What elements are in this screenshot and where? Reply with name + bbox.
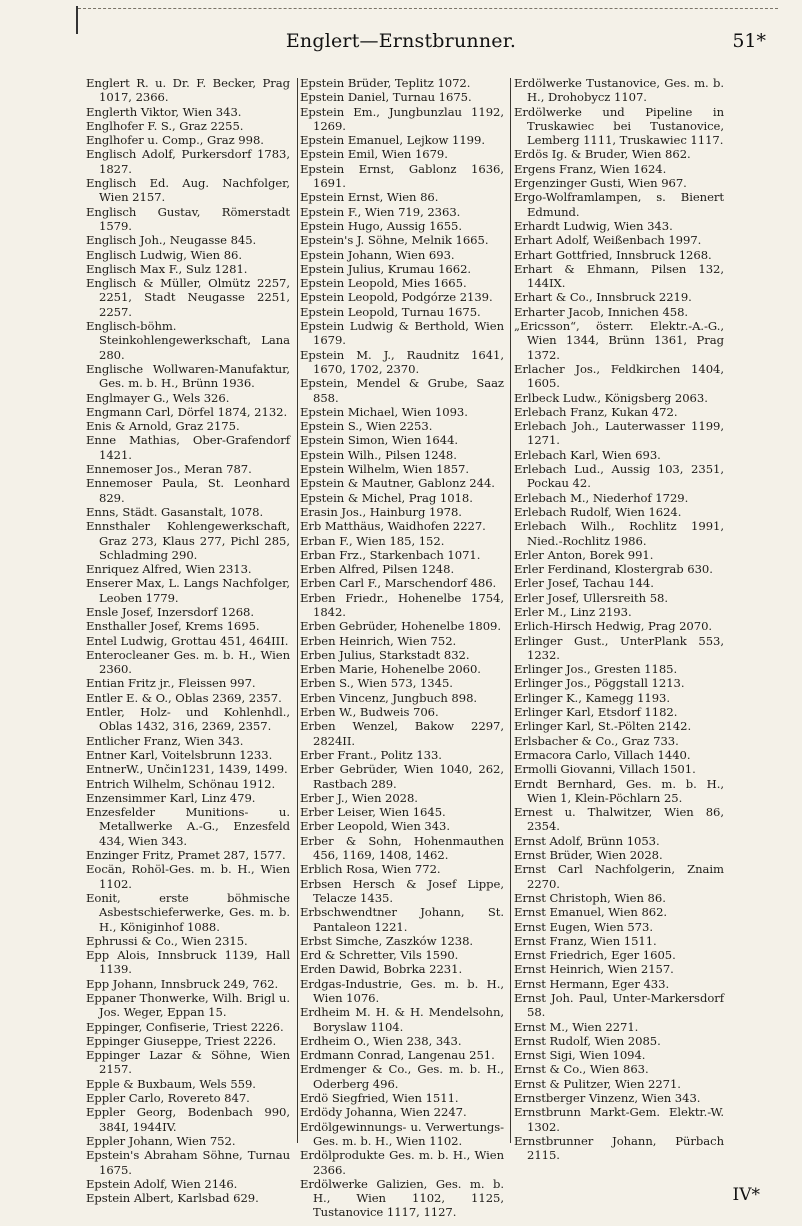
directory-entry: Erben Alfred, Pilsen 1248. bbox=[300, 562, 455, 577]
directory-entry: Erd & Schretter, Vils 1590. bbox=[300, 948, 459, 963]
directory-entry: „Ericsson“, österr. Elektr.-A.-G., Wien 1344, Brünn 1361, Prag 1372. bbox=[514, 319, 724, 362]
top-rule bbox=[78, 8, 778, 9]
directory-entry: Ennsthaler Kohlengewerkschaft, Graz 273, Klaus 277, Pichl 285, Schladming 290. bbox=[86, 519, 290, 562]
directory-entry: Erlebach Wilh., Rochlitz 1991, Nied.-Rochlitz 1986. bbox=[514, 519, 724, 548]
directory-entry: Englisch & Müller, Olmütz 2257, 2251, Stadt Neugasse 2251, 2257. bbox=[86, 276, 290, 319]
directory-entry: Erharter Jacob, Innichen 458. bbox=[514, 304, 689, 319]
directory-entry: Engmann Carl, Dörfel 1874, 2132. bbox=[86, 404, 288, 419]
directory-entry: Erdgas-Industrie, Ges. m. b. H., Wien 1076. bbox=[300, 976, 504, 1005]
directory-entry: Ernst M., Wien 2271. bbox=[514, 1019, 639, 1034]
directory-entry: Entler E. & O., Oblas 2369, 2357. bbox=[86, 690, 282, 705]
directory-entry: Erdölwerke Galizien, Ges. m. b. H., Wien 1102, 1125, Tustanovice 1117, 1127. bbox=[300, 1176, 504, 1220]
directory-entry: Ergo-Wolframlampen, s. Bienert Edmund. bbox=[514, 190, 724, 219]
directory-entry: Ernst Sigi, Wien 1094. bbox=[514, 1048, 646, 1063]
directory-entry: Epstein Simon, Wien 1644. bbox=[300, 433, 459, 448]
directory-entry: Erlinger Jos., Pöggstall 1213. bbox=[514, 676, 685, 691]
directory-entry: Ernst Joh. Paul, Unter-Markersdorf 58. bbox=[514, 991, 724, 1020]
directory-entry: Entrich Wilhelm, Schönau 1912. bbox=[86, 776, 276, 791]
directory-entry: Erdheim O., Wien 238, 343. bbox=[300, 1033, 462, 1048]
directory-entry: Enriquez Alfred, Wien 2313. bbox=[86, 562, 252, 577]
directory-entry: Erdheim M. H. & H. Mendelsohn, Boryslaw 1104. bbox=[300, 1005, 504, 1034]
directory-entry: Erler Josef, Tachau 144. bbox=[514, 576, 654, 591]
directory-entry: Epstein & Mautner, Gablonz 244. bbox=[300, 476, 495, 491]
directory-entry: Epstein Adolf, Wien 2146. bbox=[86, 1176, 238, 1191]
directory-entry: Erlinger Karl, Etsdorf 1182. bbox=[514, 705, 678, 720]
directory-entry: Epstein Ernst, Wien 86. bbox=[300, 190, 439, 205]
directory-entry: Ernst Heinrich, Wien 2157. bbox=[514, 962, 674, 977]
directory-entry: Erben S., Wien 573, 1345. bbox=[300, 676, 453, 691]
directory-entry: Erlebach M., Niederhof 1729. bbox=[514, 490, 689, 505]
directory-entry: Erndt Bernhard, Ges. m. b. H., Wien 1, Klein-Pöchlarn 25. bbox=[514, 776, 724, 805]
directory-entry: Enns, Städt. Gasanstalt, 1078. bbox=[86, 504, 264, 519]
directory-entry: Erben Friedr., Hohenelbe 1754, 1842. bbox=[300, 590, 504, 619]
directory-entry: Englisch Ed. Aug. Nachfolger, Wien 2157. bbox=[86, 176, 290, 205]
directory-entry: Erben Heinrich, Wien 752. bbox=[300, 633, 457, 648]
directory-entry: Erasin Jos., Hainburg 1978. bbox=[300, 504, 462, 519]
directory-entry: Erber Leopold, Wien 343. bbox=[300, 819, 451, 834]
directory-entry: Erbschwendtner Johann, St. Pantaleon 1221. bbox=[300, 905, 504, 934]
page-number: 51* bbox=[732, 30, 766, 52]
directory-entry: Ernstbrunn Markt-Gem. Elektr.-W. 1302. bbox=[514, 1105, 724, 1134]
directory-entry: Entler, Holz- und Kohlenhdl., Oblas 1432, 316, 2369, 2357. bbox=[86, 705, 290, 734]
directory-entry: Ernst Adolf, Brünn 1053. bbox=[514, 833, 660, 848]
directory-entry: Erdmenger & Co., Ges. m. b. H., Oderberg 496. bbox=[300, 1062, 504, 1091]
directory-entry: Ensle Josef, Inzersdorf 1268. bbox=[86, 604, 254, 619]
directory-entry: Ernst Brüder, Wien 2028. bbox=[514, 848, 663, 863]
directory-entry: Ernst Christoph, Wien 86. bbox=[514, 890, 666, 905]
directory-entry: Erdö Siegfried, Wien 1511. bbox=[300, 1091, 459, 1106]
directory-entry: Ernst Friedrich, Eger 1605. bbox=[514, 948, 676, 963]
directory-entry: Entel Ludwig, Grottau 451, 464III. bbox=[86, 633, 289, 648]
directory-entry: Eppler Georg, Bodenbach 990, 384I, 1944IV. bbox=[86, 1105, 290, 1134]
directory-entry: Erhart & Co., Innsbruck 2219. bbox=[514, 290, 692, 305]
directory-entry: Epstein's J. Söhne, Melnik 1665. bbox=[300, 233, 489, 248]
signature-mark: IV* bbox=[732, 1185, 760, 1205]
directory-entry: Epstein Brüder, Teplitz 1072. bbox=[300, 76, 471, 90]
directory-entry: Ergenzinger Gusti, Wien 967. bbox=[514, 176, 687, 191]
directory-entry: Erdös Ig. & Bruder, Wien 862. bbox=[514, 147, 691, 162]
directory-entry: Erben Vincenz, Jungbuch 898. bbox=[300, 690, 478, 705]
directory-entry: Epstein Ernst, Gablonz 1636, 1691. bbox=[300, 161, 504, 191]
directory-entry: Erler Josef, Ullersreith 58. bbox=[514, 590, 668, 605]
directory-entry: Erbst Simche, Zaszków 1238. bbox=[300, 933, 474, 948]
directory-entry: Englisch Max F., Sulz 1281. bbox=[86, 261, 248, 276]
directory-entry: Englhofer F. S., Graz 2255. bbox=[86, 118, 244, 133]
directory-entry: Ergens Franz, Wien 1624. bbox=[514, 161, 667, 176]
directory-entry: Erben Wenzel, Bakow 2297, 2824II. bbox=[300, 719, 504, 748]
directory-entry: Erlich-Hirsch Hedwig, Prag 2070. bbox=[514, 619, 713, 634]
directory-entry: Eppaner Thonwerke, Wilh. Brigl u. Jos. Weger, Eppan 15. bbox=[86, 991, 290, 1020]
directory-entry: Epstein Hugo, Aussig 1655. bbox=[300, 218, 463, 233]
directory-entry: Erdödy Johanna, Wien 2247. bbox=[300, 1105, 467, 1120]
directory-entry: Erbsen Hersch & Josef Lippe, Telacze 1435. bbox=[300, 876, 504, 905]
directory-entry: Epp Johann, Innsbruck 249, 762. bbox=[86, 976, 279, 991]
directory-entry: Eppler Johann, Wien 752. bbox=[86, 1133, 236, 1148]
directory-entry: Englhofer u. Comp., Graz 998. bbox=[86, 133, 264, 148]
directory-entry: Erlsbacher & Co., Graz 733. bbox=[514, 733, 679, 748]
directory-entry: Erben Julius, Starkstadt 832. bbox=[300, 647, 470, 662]
directory-entry: Ernst Eugen, Wien 573. bbox=[514, 919, 653, 934]
directory-entry: Englisch-böhm. Steinkohlengewerkschaft, Lana 280. bbox=[86, 319, 290, 362]
directory-entry: Englmayer G., Wels 326. bbox=[86, 390, 230, 405]
directory-entry: Entian Fritz jr., Fleissen 997. bbox=[86, 676, 256, 691]
directory-entry: Epstein Daniel, Turnau 1675. bbox=[300, 90, 472, 105]
directory-entry: Erlinger Gust., UnterPlank 553, 1232. bbox=[514, 633, 724, 662]
directory-entry: Erber J., Wien 2028. bbox=[300, 790, 418, 805]
directory-entry: Erber Gebrüder, Wien 1040, 262, Rastbach 289. bbox=[300, 762, 504, 791]
directory-entry: Erlbeck Ludw., Königsberg 2063. bbox=[514, 390, 708, 405]
directory-entry: Erlebach Franz, Kukan 472. bbox=[514, 404, 678, 419]
directory-entry: Enzinger Fritz, Pramet 287, 1577. bbox=[86, 848, 286, 863]
directory-entry: Erlebach Joh., Lauterwasser 1199, 1271. bbox=[514, 419, 724, 448]
directory-entry: Erhart & Ehmann, Pilsen 132, 144IX. bbox=[514, 261, 724, 291]
directory-entry: Erlacher Jos., Feldkirchen 1404, 1605. bbox=[514, 361, 724, 391]
directory-entry: Erler Ferdinand, Klostergrab 630. bbox=[514, 562, 713, 577]
column-divider bbox=[510, 78, 511, 1143]
directory-entry: Erlinger Karl, St.-Pölten 2142. bbox=[514, 719, 692, 734]
directory-entry: Ernst Carl Nachfolgerin, Znaim 2270. bbox=[514, 862, 724, 891]
directory-entry: Epstein Emanuel, Lejkow 1199. bbox=[300, 133, 485, 148]
directory-entry: Epstein Michael, Wien 1093. bbox=[300, 404, 468, 419]
directory-entry: Enzensimmer Karl, Linz 479. bbox=[86, 790, 256, 805]
directory-entry: Erhardt Ludwig, Wien 343. bbox=[514, 218, 673, 233]
directory-entry: Erdölwerke und Pipeline in Truskawiec bei Tustanovice, Lemberg 1111, Truskawiec 1117. bbox=[514, 104, 724, 148]
directory-entry: Englisch Ludwig, Wien 86. bbox=[86, 247, 242, 262]
directory-entry: Epstein Johann, Wien 693. bbox=[300, 247, 455, 262]
directory-entry: Erb Matthäus, Waidhofen 2227. bbox=[300, 519, 486, 534]
directory-entry: Erber Leiser, Wien 1645. bbox=[300, 805, 446, 820]
directory-entry: Ernstbrunner Johann, Pürbach 2115. bbox=[514, 1133, 724, 1163]
directory-entry: Ephrussi & Co., Wien 2315. bbox=[86, 933, 248, 948]
directory-entry: Erben Carl F., Marschendorf 486. bbox=[300, 576, 497, 591]
directory-entry: Entlicher Franz, Wien 343. bbox=[86, 733, 244, 748]
directory-entry: Epple & Buxbaum, Wels 559. bbox=[86, 1076, 256, 1091]
directory-entry: Erban F., Wien 185, 152. bbox=[300, 533, 445, 548]
directory-entry: Ernst Franz, Wien 1511. bbox=[514, 933, 657, 948]
directory-entry: Ernst & Pulitzer, Wien 2271. bbox=[514, 1076, 681, 1091]
directory-entry: Erber & Sohn, Hohenmauthen 456, 1169, 1408, 1462. bbox=[300, 833, 504, 863]
directory-entry: Eocän, Rohöl-Ges. m. b. H., Wien 1102. bbox=[86, 862, 290, 891]
directory-entry: Erben Marie, Hohenelbe 2060. bbox=[300, 662, 481, 677]
directory-entry: Erblich Rosa, Wien 772. bbox=[300, 862, 441, 877]
directory-entry: EntnerW., Unčin1231, 1439, 1499. bbox=[86, 762, 288, 777]
directory-entry: Ermacora Carlo, Villach 1440. bbox=[514, 747, 691, 762]
directory-entry: Erlebach Rudolf, Wien 1624. bbox=[514, 504, 682, 519]
directory-entry: Ennemoser Paula, St. Leonhard 829. bbox=[86, 476, 290, 505]
directory-entry: Erdölgewinnungs- u. Verwertungs-Ges. m. b. H., Wien 1102. bbox=[300, 1119, 504, 1148]
directory-entry: Erdölprodukte Ges. m. b. H., Wien 2366. bbox=[300, 1148, 504, 1177]
column-divider bbox=[297, 78, 298, 1143]
directory-entry: Epstein Albert, Karlsbad 629. bbox=[86, 1191, 259, 1206]
directory-entry: Erdölwerke Tustanovice, Ges. m. b. H., Drohobycz 1107. bbox=[514, 76, 724, 105]
directory-entry: Eppinger, Confiserie, Triest 2226. bbox=[86, 1019, 284, 1034]
directory-entry: Epstein F., Wien 719, 2363. bbox=[300, 204, 461, 219]
directory-entry: Erlinger Jos., Gresten 1185. bbox=[514, 662, 678, 677]
directory-entry: Erhart Gottfried, Innsbruck 1268. bbox=[514, 247, 712, 262]
directory-entry: Epstein's Abraham Söhne, Turnau 1675. bbox=[86, 1148, 290, 1177]
directory-entry: Erlinger K., Kamegg 1193. bbox=[514, 690, 671, 705]
directory-entry: Ernstberger Vinzenz, Wien 343. bbox=[514, 1091, 701, 1106]
running-head bbox=[0, 30, 802, 60]
directory-entry: Erler M., Linz 2193. bbox=[514, 604, 632, 619]
directory-entry: Erban Frz., Starkenbach 1071. bbox=[300, 547, 481, 562]
directory-entry: Erben Gebrüder, Hohenelbe 1809. bbox=[300, 619, 501, 634]
column-1 bbox=[86, 76, 290, 1205]
directory-entry: Eppinger Lazar & Söhne, Wien 2157. bbox=[86, 1048, 290, 1077]
page-title: Englert—Ernstbrunner. bbox=[285, 30, 517, 52]
directory-entry: Ennemoser Jos., Meran 787. bbox=[86, 462, 252, 477]
directory-entry: Enserer Max, L. Langs Nachfolger, Leoben 1779. bbox=[86, 576, 290, 605]
directory-entry: Enne Mathias, Ober-Grafendorf 1421. bbox=[86, 433, 290, 462]
directory-entry: Englisch Joh., Neugasse 845. bbox=[86, 233, 257, 248]
directory-entry: Epstein M. J., Raudnitz 1641, 1670, 1702, 2370. bbox=[300, 347, 504, 376]
directory-entry: Epstein Wilh., Pilsen 1248. bbox=[300, 447, 457, 462]
directory-entry: Erden Dawid, Bobrka 2231. bbox=[300, 962, 463, 977]
directory-entry: Epstein Em., Jungbunzlau 1192, 1269. bbox=[300, 104, 504, 133]
directory-entry: Epstein Leopold, Turnau 1675. bbox=[300, 304, 481, 319]
directory-entry: Epstein Julius, Krumau 1662. bbox=[300, 261, 472, 276]
directory-entry: Enzesfelder Munitions- u. Metallwerke A.-G., Enzesfeld 434, Wien 343. bbox=[86, 805, 290, 848]
directory-entry: Ensthaller Josef, Krems 1695. bbox=[86, 619, 260, 634]
directory-entry: Epstein Emil, Wien 1679. bbox=[300, 147, 448, 162]
directory-entry: Enis & Arnold, Graz 2175. bbox=[86, 419, 240, 434]
directory-entry: Englisch Adolf, Purkersdorf 1783, 1827. bbox=[86, 147, 290, 176]
directory-entry: Ernest u. Thalwitzer, Wien 86, 2354. bbox=[514, 805, 724, 834]
directory-entry: Erber Frant., Politz 133. bbox=[300, 747, 442, 762]
directory-entry: Erlebach Lud., Aussig 103, 2351, Pockau 42. bbox=[514, 462, 724, 491]
directory-entry: Epstein & Michel, Prag 1018. bbox=[300, 490, 473, 505]
directory-entry: Epstein Wilhelm, Wien 1857. bbox=[300, 462, 470, 477]
directory-entry: Ernst Rudolf, Wien 2085. bbox=[514, 1033, 661, 1048]
directory-entry: Ernst Hermann, Eger 433. bbox=[514, 976, 670, 991]
directory-entry: Eppinger Giuseppe, Triest 2226. bbox=[86, 1033, 277, 1048]
directory-entry: Erhart Adolf, Weißenbach 1997. bbox=[514, 233, 702, 248]
directory-entry: Epstein Leopold, Podgórze 2139. bbox=[300, 290, 493, 305]
directory-entry: Enterocleaner Ges. m. b. H., Wien 2360. bbox=[86, 647, 290, 677]
directory-entry: Epstein Leopold, Mies 1665. bbox=[300, 276, 467, 291]
directory-entry: Englische Wollwaren-Manufaktur, Ges. m. b. H., Brünn 1936. bbox=[86, 361, 290, 391]
directory-entry: Erben W., Budweis 706. bbox=[300, 705, 439, 720]
directory-entry: Ernst Emanuel, Wien 862. bbox=[514, 905, 668, 920]
directory-entry: Erler Anton, Borek 991. bbox=[514, 547, 654, 562]
directory-entry: Epstein Ludwig & Berthold, Wien 1679. bbox=[300, 319, 504, 348]
directory-entry: Eonit, erste böhmische Asbestschieferwerke, Ges. m. b. H., Königinhof 1088. bbox=[86, 890, 290, 934]
directory-entry: Epstein, Mendel & Grube, Saaz 858. bbox=[300, 376, 504, 405]
directory-entry: Englisch Gustav, Römerstadt 1579. bbox=[86, 204, 290, 233]
directory-entry: Erlebach Karl, Wien 693. bbox=[514, 447, 661, 462]
column-2 bbox=[300, 76, 504, 1220]
directory-entry: Erdmann Conrad, Langenau 251. bbox=[300, 1048, 495, 1063]
directory-entry: Ermolli Giovanni, Villach 1501. bbox=[514, 762, 696, 777]
directory-entry: Ernst & Co., Wien 863. bbox=[514, 1062, 649, 1077]
column-3 bbox=[514, 76, 724, 1163]
directory-entry: Epstein S., Wien 2253. bbox=[300, 419, 433, 434]
directory-entry: Englerth Viktor, Wien 343. bbox=[86, 104, 242, 119]
directory-entry: Entner Karl, Voitelsbrunn 1233. bbox=[86, 747, 273, 762]
directory-entry: Eppler Carlo, Rovereto 847. bbox=[86, 1091, 250, 1106]
directory-entry: Englert R. u. Dr. F. Becker, Prag 1017, 2366. bbox=[86, 76, 290, 105]
directory-entry: Epp Alois, Innsbruck 1139, Hall 1139. bbox=[86, 948, 290, 977]
